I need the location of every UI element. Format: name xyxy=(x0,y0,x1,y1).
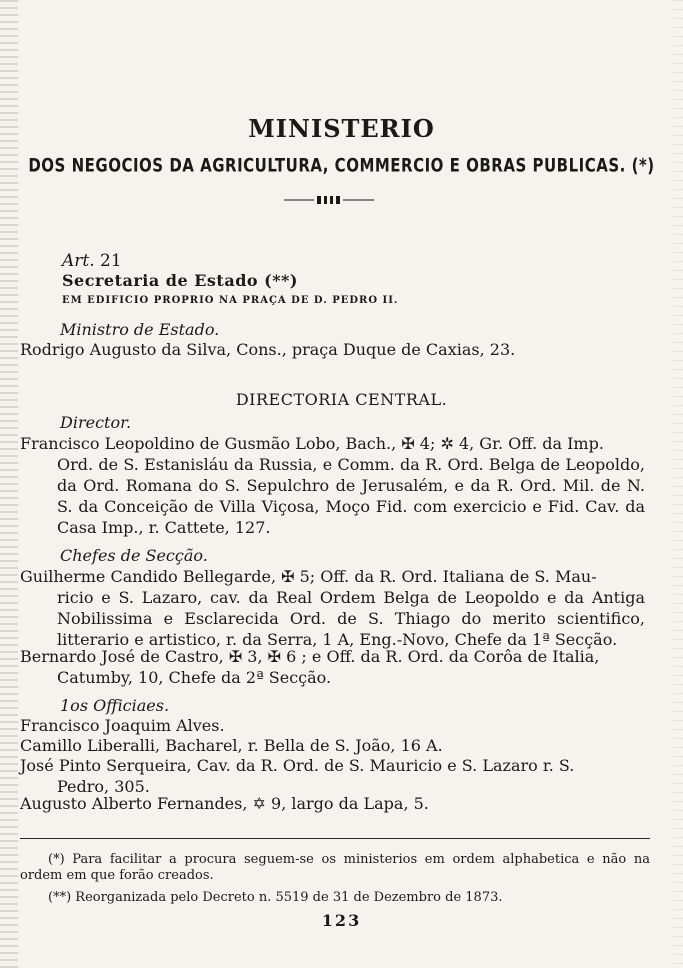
ministro-name: Rodrigo Augusto da Silva, Cons., praça Duque de Caxias, 23. xyxy=(20,340,516,359)
footnote-divider xyxy=(20,838,650,839)
guilherme-first: Guilherme Candido Bellegarde, ✠ 5; Off. da R. Ord. Italiana de S. Mau- xyxy=(20,567,597,586)
scan-edge-right xyxy=(673,0,683,968)
scan-edge-left xyxy=(0,0,18,968)
ministro-label: Ministro de Estado. xyxy=(60,320,220,339)
article-number: 21 xyxy=(100,251,122,271)
ornament-divider-icon xyxy=(284,195,374,205)
officiaes-item: Camillo Liberalli, Bacharel, r. Bella de S. João, 16 A. xyxy=(20,736,443,755)
page-number: 123 xyxy=(321,911,362,930)
article-label: Art. xyxy=(62,251,95,271)
article-heading xyxy=(62,251,122,271)
chefe-entry-guilherme xyxy=(20,566,645,650)
director-entry-first: Francisco Leopoldino de Gusmão Lobo, Bach., ✠ 4; ✲ 4, Gr. Off. da Imp. xyxy=(20,434,604,453)
footnote-2: (**) Reorganizada pelo Decreto n. 5519 de 31 de Dezembro de 1873. xyxy=(48,890,503,905)
edificio-line: EM EDIFICIO PROPRIO NA PRAÇA DE D. PEDRO II. xyxy=(62,295,399,306)
directoria-heading: DIRECTORIA CENTRAL. xyxy=(235,390,448,409)
officiaes-label: 1os Officiaes. xyxy=(60,696,170,715)
director-entry xyxy=(20,433,645,538)
chefes-label: Chefes de Secção. xyxy=(60,546,208,565)
footnote-1-text: (*) Para facilitar a procura seguem-se os ministerios em ordem alphabetica e não na ordem em que forão creados. xyxy=(20,852,650,883)
director-label: Director. xyxy=(60,413,132,432)
bernardo-first: Bernardo José de Castro, ✠ 3, ✠ 6 ; e Off. da R. Ord. da Corôa de Italia, xyxy=(20,647,600,666)
officiaes-item-jose xyxy=(20,755,645,797)
jose-cont: Pedro, 305. xyxy=(57,777,150,796)
footnote-1 xyxy=(20,852,650,884)
secretaria-heading: Secretaria de Estado (**) xyxy=(62,271,298,290)
page-subtitle: DOS NEGOCIOS DA AGRICULTURA, COMMERCIO E OBRAS PUBLICAS. (*) xyxy=(28,153,655,177)
officiaes-item-augusto: Augusto Alberto Fernandes, ✡ 9, largo da Lapa, 5. xyxy=(20,794,429,813)
chefe-entry-bernardo xyxy=(20,646,645,688)
jose-first: José Pinto Serqueira, Cav. da R. Ord. de S. Mauricio e S. Lazaro r. S. xyxy=(20,756,575,775)
director-entry-cont: Ord. de S. Estanisláu da Russia, e Comm. da R. Ord. Belga de Leopoldo, da Ord. Romana do S. Sepulchro de Jerusalém, e da R. Ord. Mil. de N. S. da Conceição de Villa Viçosa, Moço Fid. com exercicio e Fid. Cav. da Casa Imp., r. Cattete, 127. xyxy=(57,455,645,537)
officiaes-item: Francisco Joaquim Alves. xyxy=(20,716,225,735)
guilherme-cont: ricio e S. Lazaro, cav. da Real Ordem Belga de Leopoldo e da Antiga Nobilissima e Esclarecida Ord. de S. Thiago do merito scientifico, litterario e artistico, r. da Serra, 1 A, Eng.-Novo, Chefe da 1ª Secção. xyxy=(57,588,645,649)
page-title: MINISTERIO xyxy=(248,114,435,143)
bernardo-cont: Catumby, 10, Chefe da 2ª Secção. xyxy=(57,668,332,687)
